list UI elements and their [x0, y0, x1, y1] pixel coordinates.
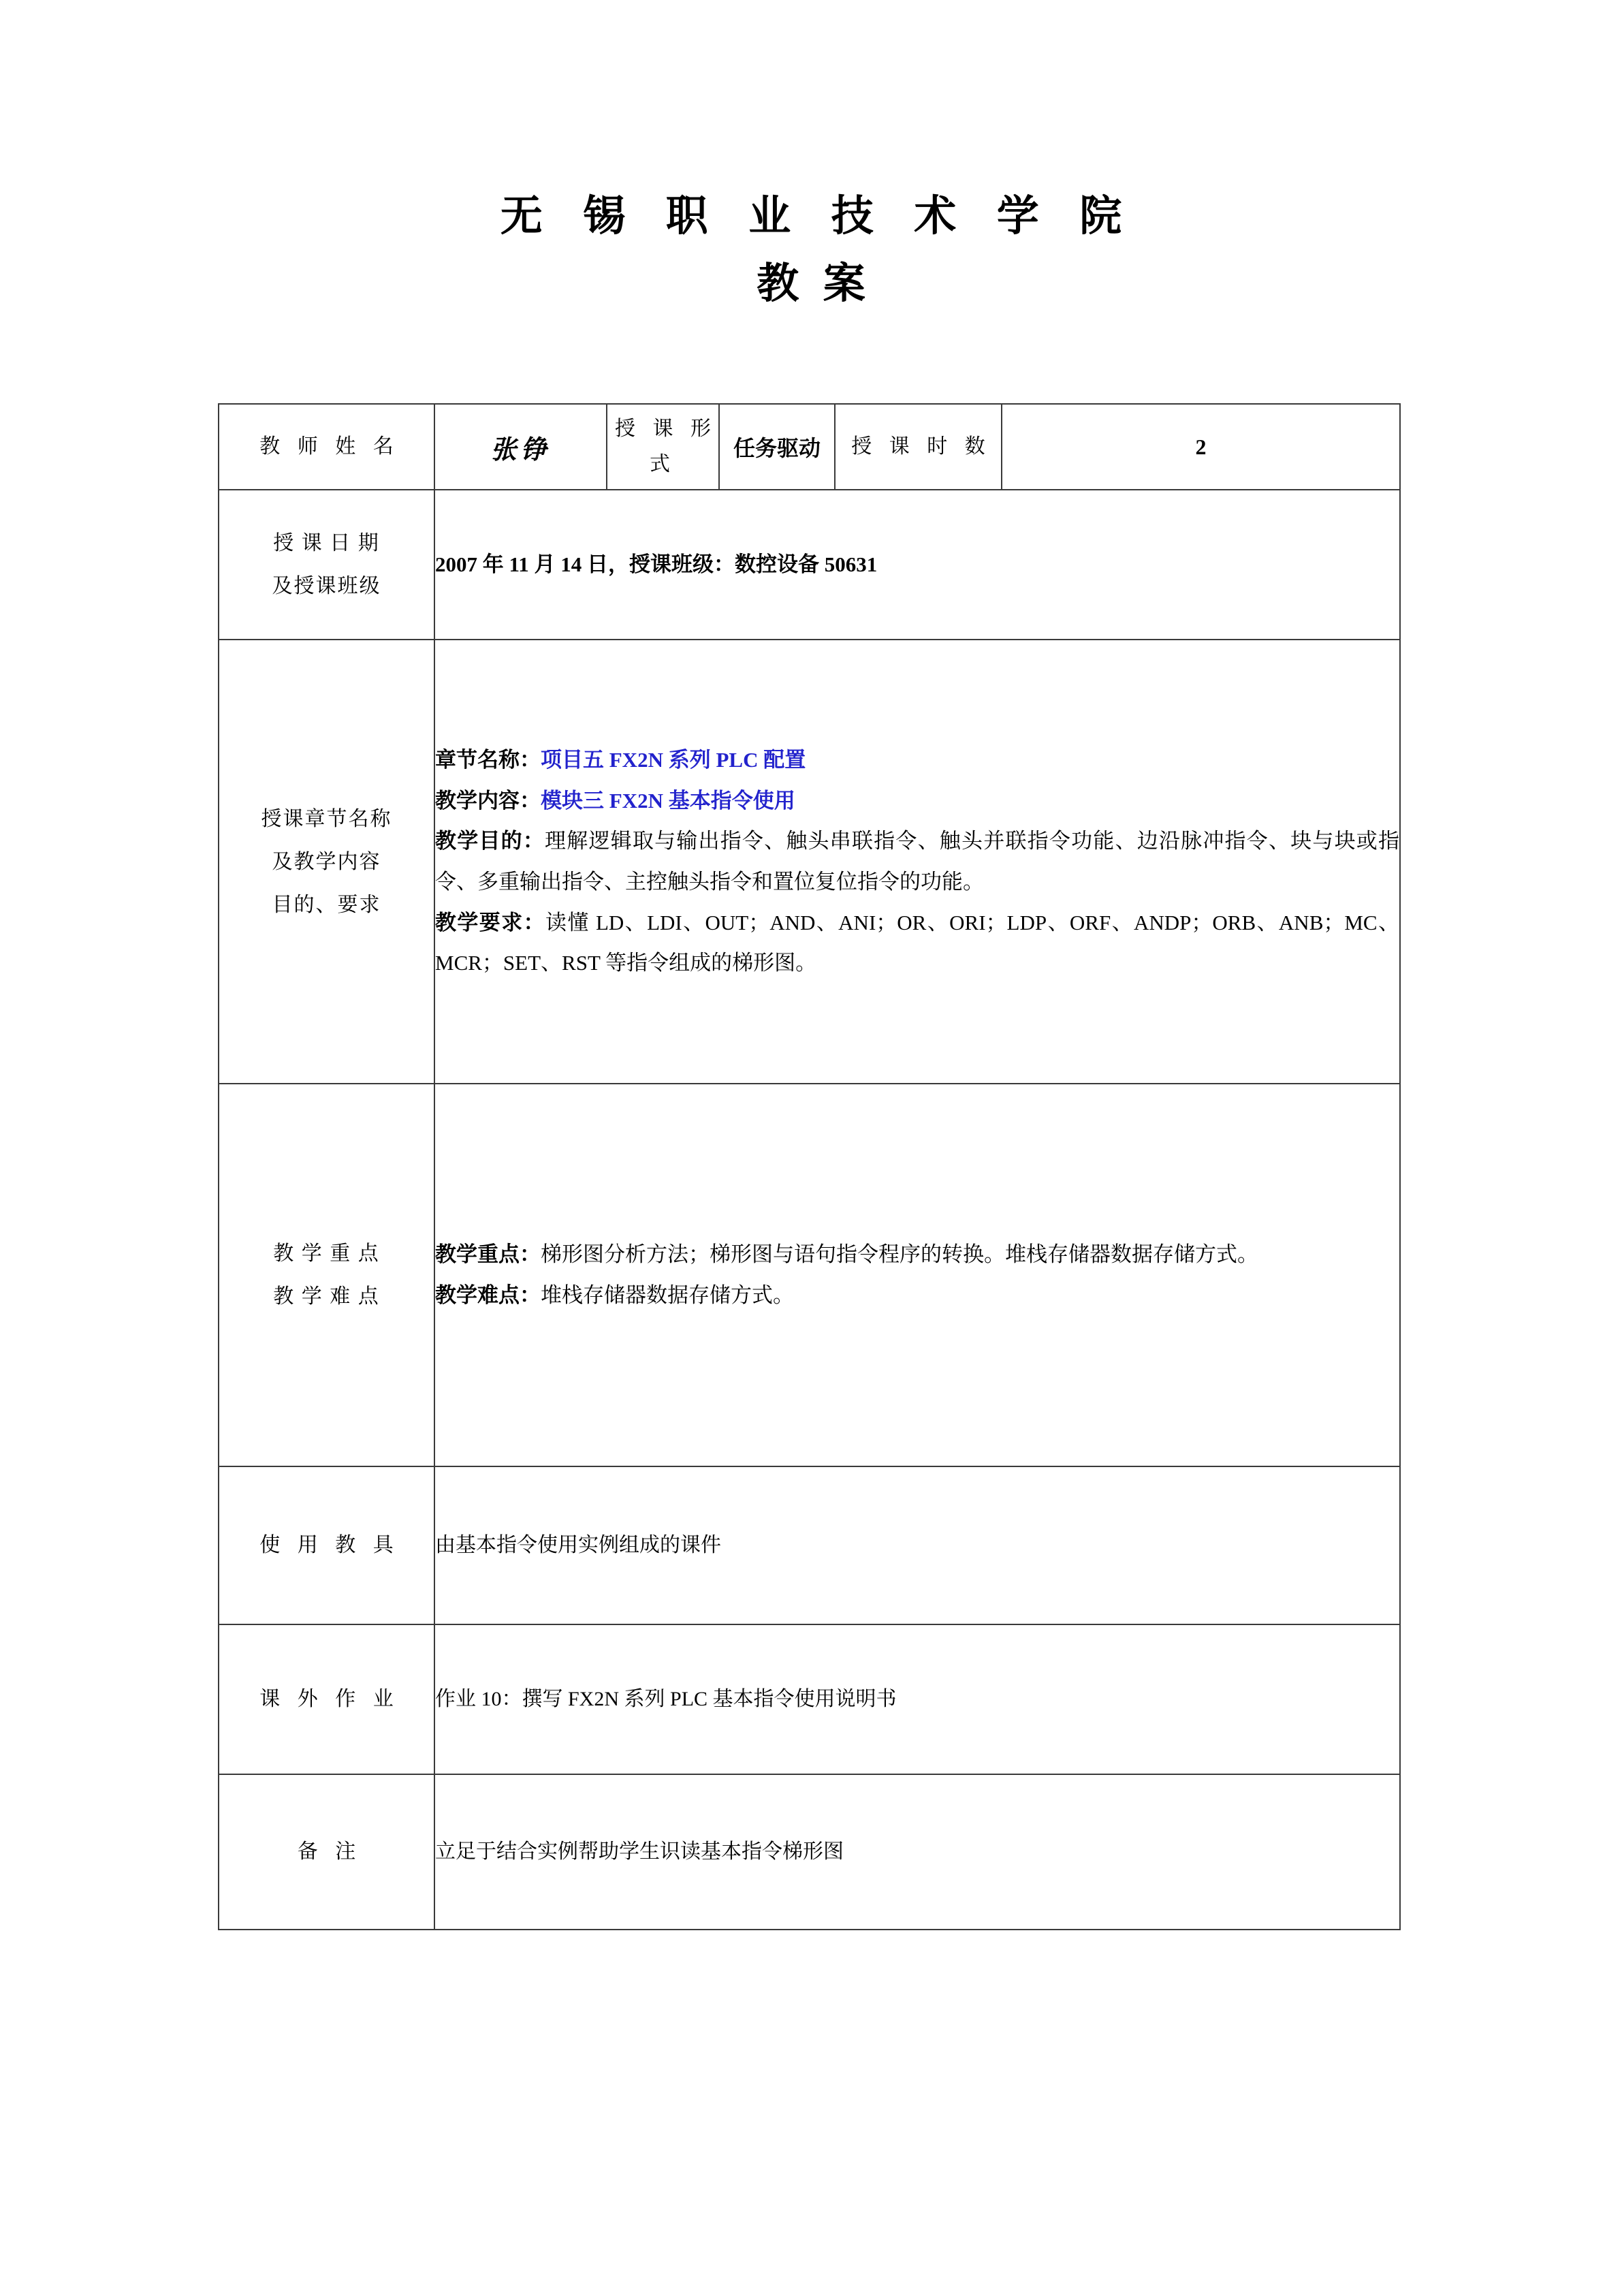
label-teaching-form: 授 课 形 式 — [607, 404, 719, 490]
value-teacher-name: 张铮 — [434, 404, 607, 490]
value-chapter-section — [434, 640, 1400, 1084]
hard-point-line — [435, 1275, 1399, 1316]
label-remark: 备 注 — [219, 1774, 434, 1930]
teaching-content-label: 教学内容： — [435, 788, 541, 813]
teaching-requirement-value: 读懂 LD、LDI、OUT；AND、ANI；OR、ORI；LDP、ORF、ANDP；ORB、ANB；MC、MCR；SET、RST 等指令组成的梯形图。 — [435, 910, 1400, 975]
teaching-requirement-label: 教学要求： — [435, 910, 545, 934]
key-point-label: 教学重点： — [435, 1242, 541, 1267]
teaching-purpose-label: 教学目的： — [435, 829, 545, 853]
label-hard-point: 教 学 难 点 — [273, 1285, 380, 1308]
value-teaching-tools: 由基本指令使用实例组成的课件 — [434, 1466, 1400, 1624]
label-teaching-focus — [219, 1084, 434, 1466]
chapter-name-value: 项目五 FX2N 系列 PLC 配置 — [541, 748, 806, 772]
label-teaching-date — [219, 490, 434, 640]
label-chapter-line3: 目的、要求 — [272, 893, 381, 916]
label-chapter-section — [219, 640, 434, 1084]
school-title: 无 锡 职 业 技 术 学 院 — [500, 193, 1137, 240]
label-key-point: 教 学 重 点 — [273, 1242, 380, 1265]
label-chapter-line2: 及教学内容 — [272, 850, 381, 873]
table-row-homework — [219, 1624, 1400, 1774]
teaching-content-line — [435, 781, 1399, 821]
table-row-tools — [219, 1466, 1400, 1624]
value-teaching-hours: 2 — [1002, 404, 1400, 490]
label-homework: 课 外 作 业 — [219, 1624, 434, 1774]
label-chapter-line1: 授课章节名称 — [261, 807, 392, 830]
label-teaching-hours: 授 课 时 数 — [835, 404, 1002, 490]
teaching-requirement-line — [435, 902, 1399, 984]
lesson-plan-table — [218, 403, 1401, 1930]
document-type-title: 教 案 — [757, 260, 872, 307]
table-row-focus — [219, 1084, 1400, 1466]
label-teacher-name: 教 师 姓 名 — [219, 404, 434, 490]
key-point-value: 梯形图分析方法；梯形图与语句指令程序的转换。堆栈存储器数据存储方式。 — [541, 1242, 1258, 1267]
teaching-content-value: 模块三 FX2N 基本指令使用 — [541, 788, 795, 813]
table-row-chapter — [219, 640, 1400, 1084]
table-row-teacher — [219, 404, 1400, 490]
value-teaching-form: 任务驱动 — [719, 404, 835, 490]
teaching-purpose-value: 理解逻辑取与输出指令、触头串联指令、触头并联指令功能、边沿脉冲指令、块与块或指令、多重输出指令、主控触头指令和置位复位指令的功能。 — [435, 829, 1399, 894]
value-teaching-date: 2007 年 11 月 14 日，授课班级：数控设备 50631 — [434, 490, 1400, 640]
value-teaching-focus — [434, 1084, 1400, 1466]
value-homework: 作业 10：撰写 FX2N 系列 PLC 基本指令使用说明书 — [434, 1624, 1400, 1774]
teaching-purpose-line — [435, 821, 1399, 902]
key-point-line — [435, 1234, 1399, 1275]
chapter-name-label: 章节名称： — [435, 748, 541, 772]
hard-point-value: 堆栈存储器数据存储方式。 — [541, 1283, 794, 1307]
label-teaching-date-line2: 及授课班级 — [272, 575, 381, 597]
table-row-remark — [219, 1774, 1400, 1930]
document-header — [0, 191, 1622, 313]
label-teaching-tools: 使 用 教 具 — [219, 1466, 434, 1624]
hard-point-label: 教学难点： — [435, 1283, 541, 1307]
chapter-name-line — [435, 740, 1399, 781]
table-row-date — [219, 490, 1400, 640]
value-remark: 立足于结合实例帮助学生识读基本指令梯形图 — [434, 1774, 1400, 1930]
label-teaching-date-line1: 授 课 日 期 — [273, 532, 380, 554]
